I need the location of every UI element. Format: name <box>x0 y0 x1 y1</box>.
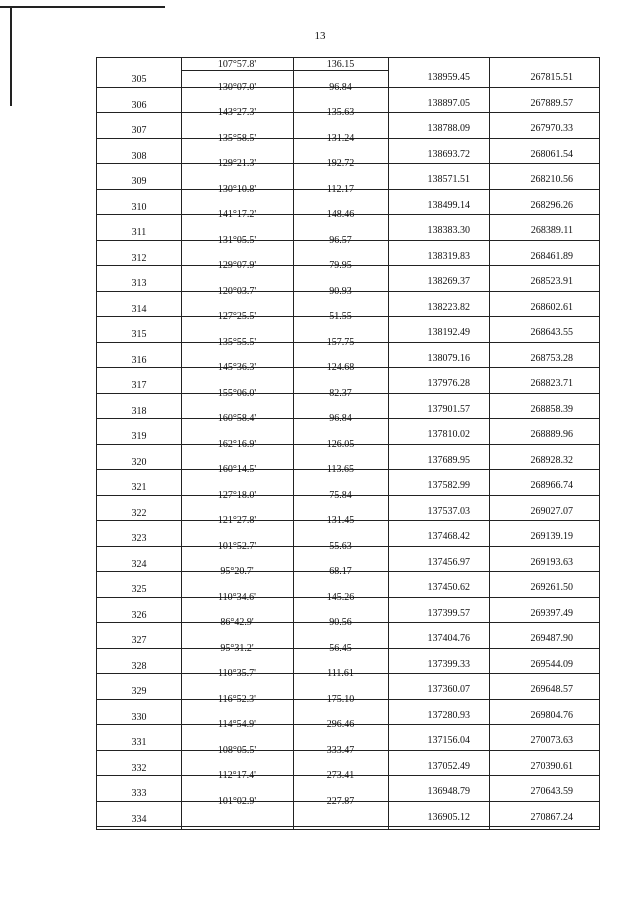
segment-distance: 145.26 <box>326 591 355 603</box>
point-id: 312 <box>131 252 147 264</box>
segment-distance: 90.93 <box>329 285 352 297</box>
x-coordinate: 137810.02 <box>427 429 470 440</box>
direction-angle: 110°35.7' <box>218 668 256 679</box>
segment-distance: 68.17 <box>329 566 352 577</box>
first-angle: 107°57.8' <box>217 59 257 70</box>
x-coordinate: 137537.03 <box>427 505 470 517</box>
point-id: 319 <box>131 431 147 442</box>
x-coordinate: 137582.99 <box>427 480 470 491</box>
segment-distance: 51.55 <box>329 311 352 322</box>
y-coordinate: 269544.09 <box>530 658 573 670</box>
x-coordinate: 136905.12 <box>427 811 470 823</box>
x-coordinate: 138959.45 <box>427 72 470 83</box>
y-coordinate: 269139.19 <box>530 531 573 542</box>
x-coordinate: 137450.62 <box>427 582 470 593</box>
y-coordinate: 268389.11 <box>530 225 573 236</box>
direction-angle: 116°52.3' <box>218 693 256 705</box>
y-coordinate: 268643.55 <box>530 327 573 338</box>
segment-distance: 90.56 <box>329 617 352 628</box>
segment-distance: 148.46 <box>326 209 355 220</box>
segment-distance: 56.45 <box>329 642 352 654</box>
segment-distance: 82.37 <box>329 387 352 399</box>
point-id: 323 <box>131 533 147 544</box>
y-coordinate: 268889.96 <box>530 429 573 440</box>
y-coordinate: 268602.61 <box>530 301 573 313</box>
segment-distance: 192.72 <box>326 158 355 169</box>
x-coordinate: 137468.42 <box>427 531 470 542</box>
point-id: 314 <box>131 303 147 315</box>
x-coordinate: 138383.30 <box>427 225 470 236</box>
point-id: 321 <box>131 482 147 493</box>
segment-distance: 96.84 <box>329 81 352 93</box>
direction-angle: 95°20.7' <box>220 566 254 577</box>
x-coordinate: 138571.51 <box>427 174 470 185</box>
segment-distance: 227.87 <box>326 795 355 807</box>
direction-angle: 127°25.5' <box>217 311 257 322</box>
point-id: 324 <box>131 558 147 570</box>
x-coordinate: 137280.93 <box>427 709 470 721</box>
direction-angle: 130°10.8' <box>217 183 257 195</box>
y-coordinate: 269261.50 <box>530 582 573 593</box>
x-coordinate: 138223.82 <box>427 301 470 313</box>
x-coordinate: 136948.79 <box>427 786 470 797</box>
point-id: 318 <box>131 405 147 417</box>
x-coordinate: 138319.83 <box>427 250 470 262</box>
direction-angle: 155°06.0' <box>217 387 257 399</box>
y-coordinate: 268210.56 <box>530 174 573 185</box>
y-coordinate: 269193.63 <box>530 556 573 568</box>
y-coordinate: 268823.71 <box>530 378 573 389</box>
segment-distance: 113.65 <box>326 464 355 475</box>
crop-mark-vertical <box>10 6 12 106</box>
point-id: 329 <box>131 686 147 697</box>
segment-distance: 96.57 <box>329 234 352 246</box>
segment-distance: 175.10 <box>326 693 355 705</box>
segment-distance: 126.05 <box>326 438 355 450</box>
segment-distance: 96.84 <box>329 413 352 424</box>
segment-distance: 296.46 <box>326 719 355 730</box>
direction-angle: 160°14.5' <box>217 464 257 475</box>
direction-angle: 162°16.9' <box>217 438 257 450</box>
segment-distance: 157.75 <box>326 336 355 348</box>
direction-angle: 130°07.0' <box>217 81 257 93</box>
point-id: 320 <box>131 456 147 468</box>
segment-distance: 112.17 <box>326 183 355 195</box>
direction-angle: 141°17.2' <box>217 209 257 220</box>
y-coordinate: 268296.26 <box>530 199 573 211</box>
point-id: 311 <box>131 227 147 238</box>
point-id: 305 <box>131 74 147 85</box>
y-coordinate: 267970.33 <box>530 123 573 134</box>
point-id: 308 <box>131 150 147 162</box>
point-id: 307 <box>131 125 147 136</box>
segment-distance: 124.68 <box>326 362 355 373</box>
y-coordinate: 268928.32 <box>530 454 573 466</box>
x-coordinate: 137976.28 <box>427 378 470 389</box>
x-coordinate: 137052.49 <box>427 760 470 772</box>
x-coordinate: 138079.16 <box>427 352 470 364</box>
point-id: 333 <box>131 788 147 799</box>
segment-distance: 55.63 <box>329 540 352 552</box>
coordinates-table <box>96 57 600 830</box>
y-coordinate: 270867.24 <box>530 811 573 823</box>
direction-angle: 127°18.0' <box>217 489 257 501</box>
y-coordinate: 269397.49 <box>530 607 573 619</box>
point-id: 332 <box>131 762 147 774</box>
point-id: 309 <box>131 176 147 187</box>
direction-angle: 135°58.5' <box>217 132 257 144</box>
y-coordinate: 268858.39 <box>530 403 573 415</box>
x-coordinate: 137404.76 <box>427 633 470 644</box>
y-coordinate: 267815.51 <box>530 72 573 83</box>
y-coordinate: 268461.89 <box>530 250 573 262</box>
x-coordinate: 137156.04 <box>427 735 470 746</box>
point-id: 325 <box>131 584 147 595</box>
segment-distance: 79.95 <box>329 260 352 271</box>
direction-angle: 86°42.9' <box>220 617 254 628</box>
x-coordinate: 137456.97 <box>427 556 470 568</box>
crop-mark-horizontal <box>0 6 165 8</box>
direction-angle: 95°31.2' <box>220 642 254 654</box>
point-id: 322 <box>131 507 147 519</box>
page-number: 13 <box>314 30 326 42</box>
x-coordinate: 138788.09 <box>427 123 470 134</box>
point-id: 326 <box>131 609 147 621</box>
point-id: 316 <box>131 354 147 366</box>
direction-angle: 131°05.5' <box>217 234 257 246</box>
segment-distance: 135.63 <box>326 107 355 118</box>
point-id: 310 <box>131 201 147 213</box>
x-coordinate: 137399.33 <box>427 658 470 670</box>
direction-angle: 129°07.9' <box>217 260 257 271</box>
x-coordinate: 138897.05 <box>427 97 470 109</box>
direction-angle: 112°17.4' <box>218 770 256 781</box>
y-coordinate: 267889.57 <box>530 97 573 109</box>
row-divider <box>97 826 599 827</box>
segment-distance: 333.47 <box>326 744 355 756</box>
direction-angle: 108°05.5' <box>217 744 257 756</box>
point-id: 306 <box>131 99 147 111</box>
point-id: 334 <box>131 813 147 825</box>
x-coordinate: 138693.72 <box>427 148 470 160</box>
segment-distance: 75.84 <box>329 489 352 501</box>
segment-distance: 111.61 <box>327 668 354 679</box>
segment-distance: 131.45 <box>326 515 355 526</box>
direction-angle: 143°27.3' <box>217 107 257 118</box>
x-coordinate: 138499.14 <box>427 199 470 211</box>
direction-angle: 101°02.9' <box>217 795 257 807</box>
table-row <box>97 811 599 828</box>
point-id: 313 <box>131 278 147 289</box>
point-id: 331 <box>131 737 147 748</box>
direction-angle: 135°55.5' <box>217 336 257 348</box>
direction-angle: 145°36.3' <box>217 362 257 373</box>
y-coordinate: 269804.76 <box>530 709 573 721</box>
y-coordinate: 270073.63 <box>530 735 573 746</box>
segment-distance: 273.41 <box>326 770 355 781</box>
y-coordinate: 270390.61 <box>530 760 573 772</box>
y-coordinate: 268966.74 <box>530 480 573 491</box>
direction-angle: 114°54.9' <box>218 719 256 730</box>
y-coordinate: 268061.54 <box>530 148 573 160</box>
y-coordinate: 270643.59 <box>530 786 573 797</box>
direction-angle: 110°34.6' <box>218 591 256 603</box>
x-coordinate: 138269.37 <box>427 276 470 287</box>
direction-angle: 120°03.7' <box>217 285 257 297</box>
y-coordinate: 269487.90 <box>530 633 573 644</box>
direction-angle: 129°21.3' <box>217 158 257 169</box>
y-coordinate: 268753.28 <box>530 352 573 364</box>
point-id: 327 <box>131 635 147 646</box>
point-id: 317 <box>131 380 147 391</box>
x-coordinate: 138192.49 <box>427 327 470 338</box>
direction-angle: 101°52.7' <box>217 540 257 552</box>
x-coordinate: 137689.95 <box>427 454 470 466</box>
direction-angle: 121°27.8' <box>217 515 257 526</box>
segment-distance: 131.24 <box>326 132 355 144</box>
x-coordinate: 137360.07 <box>427 684 470 695</box>
direction-angle: 160°58.4' <box>217 413 257 424</box>
y-coordinate: 268523.91 <box>530 276 573 287</box>
x-coordinate: 137399.57 <box>427 607 470 619</box>
point-id: 328 <box>131 660 147 672</box>
x-coordinate: 137901.57 <box>427 403 470 415</box>
y-coordinate: 269648.57 <box>530 684 573 695</box>
point-id: 330 <box>131 711 147 723</box>
point-id: 315 <box>131 329 147 340</box>
y-coordinate: 269027.07 <box>530 505 573 517</box>
first-distance: 136.15 <box>326 59 355 70</box>
